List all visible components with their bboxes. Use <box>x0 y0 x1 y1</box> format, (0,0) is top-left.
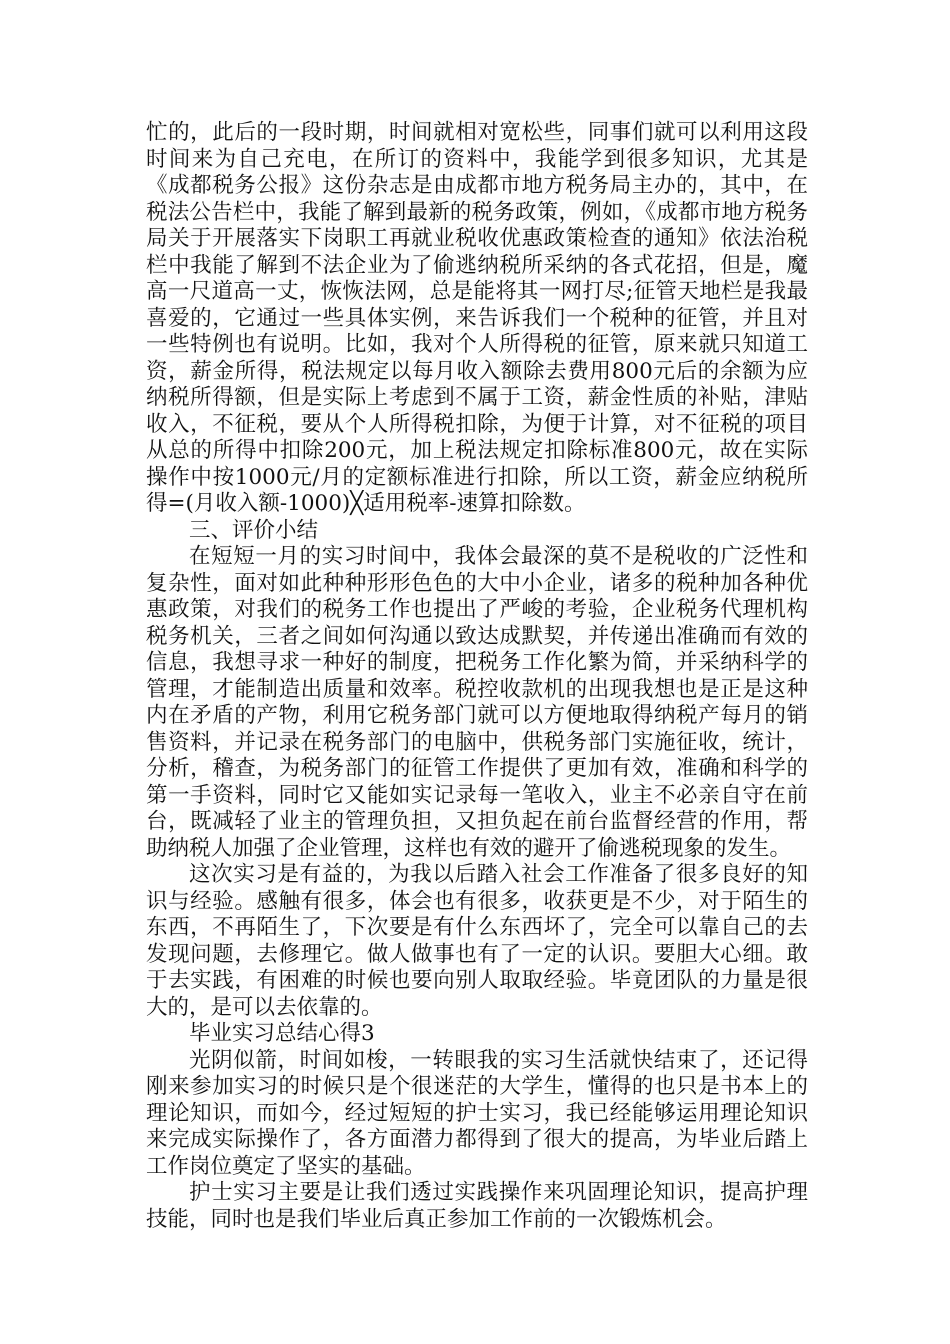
paragraph-continuation: 忙的，此后的一段时期，时间就相对宽松些，同事们就可以利用这段时间来为自己充电，在所订的资料中，我能学到很多知识，尤其是《成都税务公报》这份杂志是由成都市地方税务局主办的，其中，在税法公告栏中，我能了解到最新的税务政策，例如，《成都市地方税务局关于开展落实下岗职工再就业税收优惠政策检查的通知》依法治税栏中我能了解到不法企业为了偷逃纳税所采纳的各式花招，但是，魔高一尺道高一丈，恢恢法网，总是能将其一网打尽;征管天地栏是我最喜爱的，它通过一些具体实例，来告诉我们一个税种的征管，并且对一些特例也有说明。比如，我对个人所得税的征管，原来就只知道工资，薪金所得，税法规定以每月收入额除去费用800元后的余额为应纳税所得额，但是实际上考虑到不属于工资，薪金性质的补贴，津贴收入，不征税，要从个人所得税扣除，为便于计算，对不征税的项目从总的所得中扣除200元，加上税法规定扣除标准800元，故在实际操作中按1000元/月的定额标准进行扣除，所以工资，薪金应纳税所得=(月收入额-1000)╳适用税率-速算扣除数。 <box>146 120 808 516</box>
section-heading-evaluation: 三、评价小结 <box>189 517 319 543</box>
paragraph-nurse-internship: 护士实习主要是让我们透过实践操作来巩固理论知识，提高护理技能，同时也是我们毕业后真正参加工作前的一次锻炼机会。 <box>146 1180 808 1232</box>
paragraph-evaluation: 在短短一月的实习时间中，我体会最深的莫不是税收的广泛性和复杂性，面对如此种种形形色色的大中小企业，诸多的税种加各种优惠政策，对我们的税务工作也提出了严峻的考验，企业税务代理机构税务机关，三者之间如何沟通以致达成默契，并传递出准确而有效的信息，我想寻求一种好的制度，把税务工作化繁为简，并采纳科学的管理，才能制造出质量和效率。税控收款机的出现我想也是正是这种内在矛盾的产物，利用它税务部门就可以方便地取得纳税产每月的销售资料，并记录在税务部门的电脑中，供税务部门实施征收，统计，分析，稽查，为税务部门的征管工作提供了更加有效，准确和科学的第一手资料，同时它又能如实记录每一笔收入，业主不必亲自守在前台，既减轻了业主的管理负担，又担负起在前台监督经营的作用，帮助纳税人加强了企业管理，这样也有效的避开了偷逃税现象的发生。 <box>146 544 808 861</box>
paragraph-time-flies: 光阴似箭，时间如梭，一转眼我的实习生活就快结束了，还记得刚来参加实习的时候只是个很迷茫的大学生，懂得的也只是书本上的理论知识，而如今，经过短短的护士实习，我已经能够运用理论知识来完成实际操作了，各方面潜力都得到了很大的提高，为毕业后踏上工作岗位奠定了坚实的基础。 <box>146 1047 808 1179</box>
section-heading-summary-3: 毕业实习总结心得3 <box>189 1021 375 1046</box>
paragraph-experience: 这次实习是有益的，为我以后踏入社会工作准备了很多良好的知识与经验。感触有很多，体会也有很多，收获更是不少，对于陌生的东西，不再陌生了，下次要是有什么东西坏了，完全可以靠自己的去发现问题，去修理它。做人做事也有了一定的认识。要胆大心细。敢于去实践，有困难的时候也要向别人取取经验。毕竟团队的力量是很大的，是可以去依靠的。 <box>146 862 808 1020</box>
document-page <box>146 120 808 1233</box>
